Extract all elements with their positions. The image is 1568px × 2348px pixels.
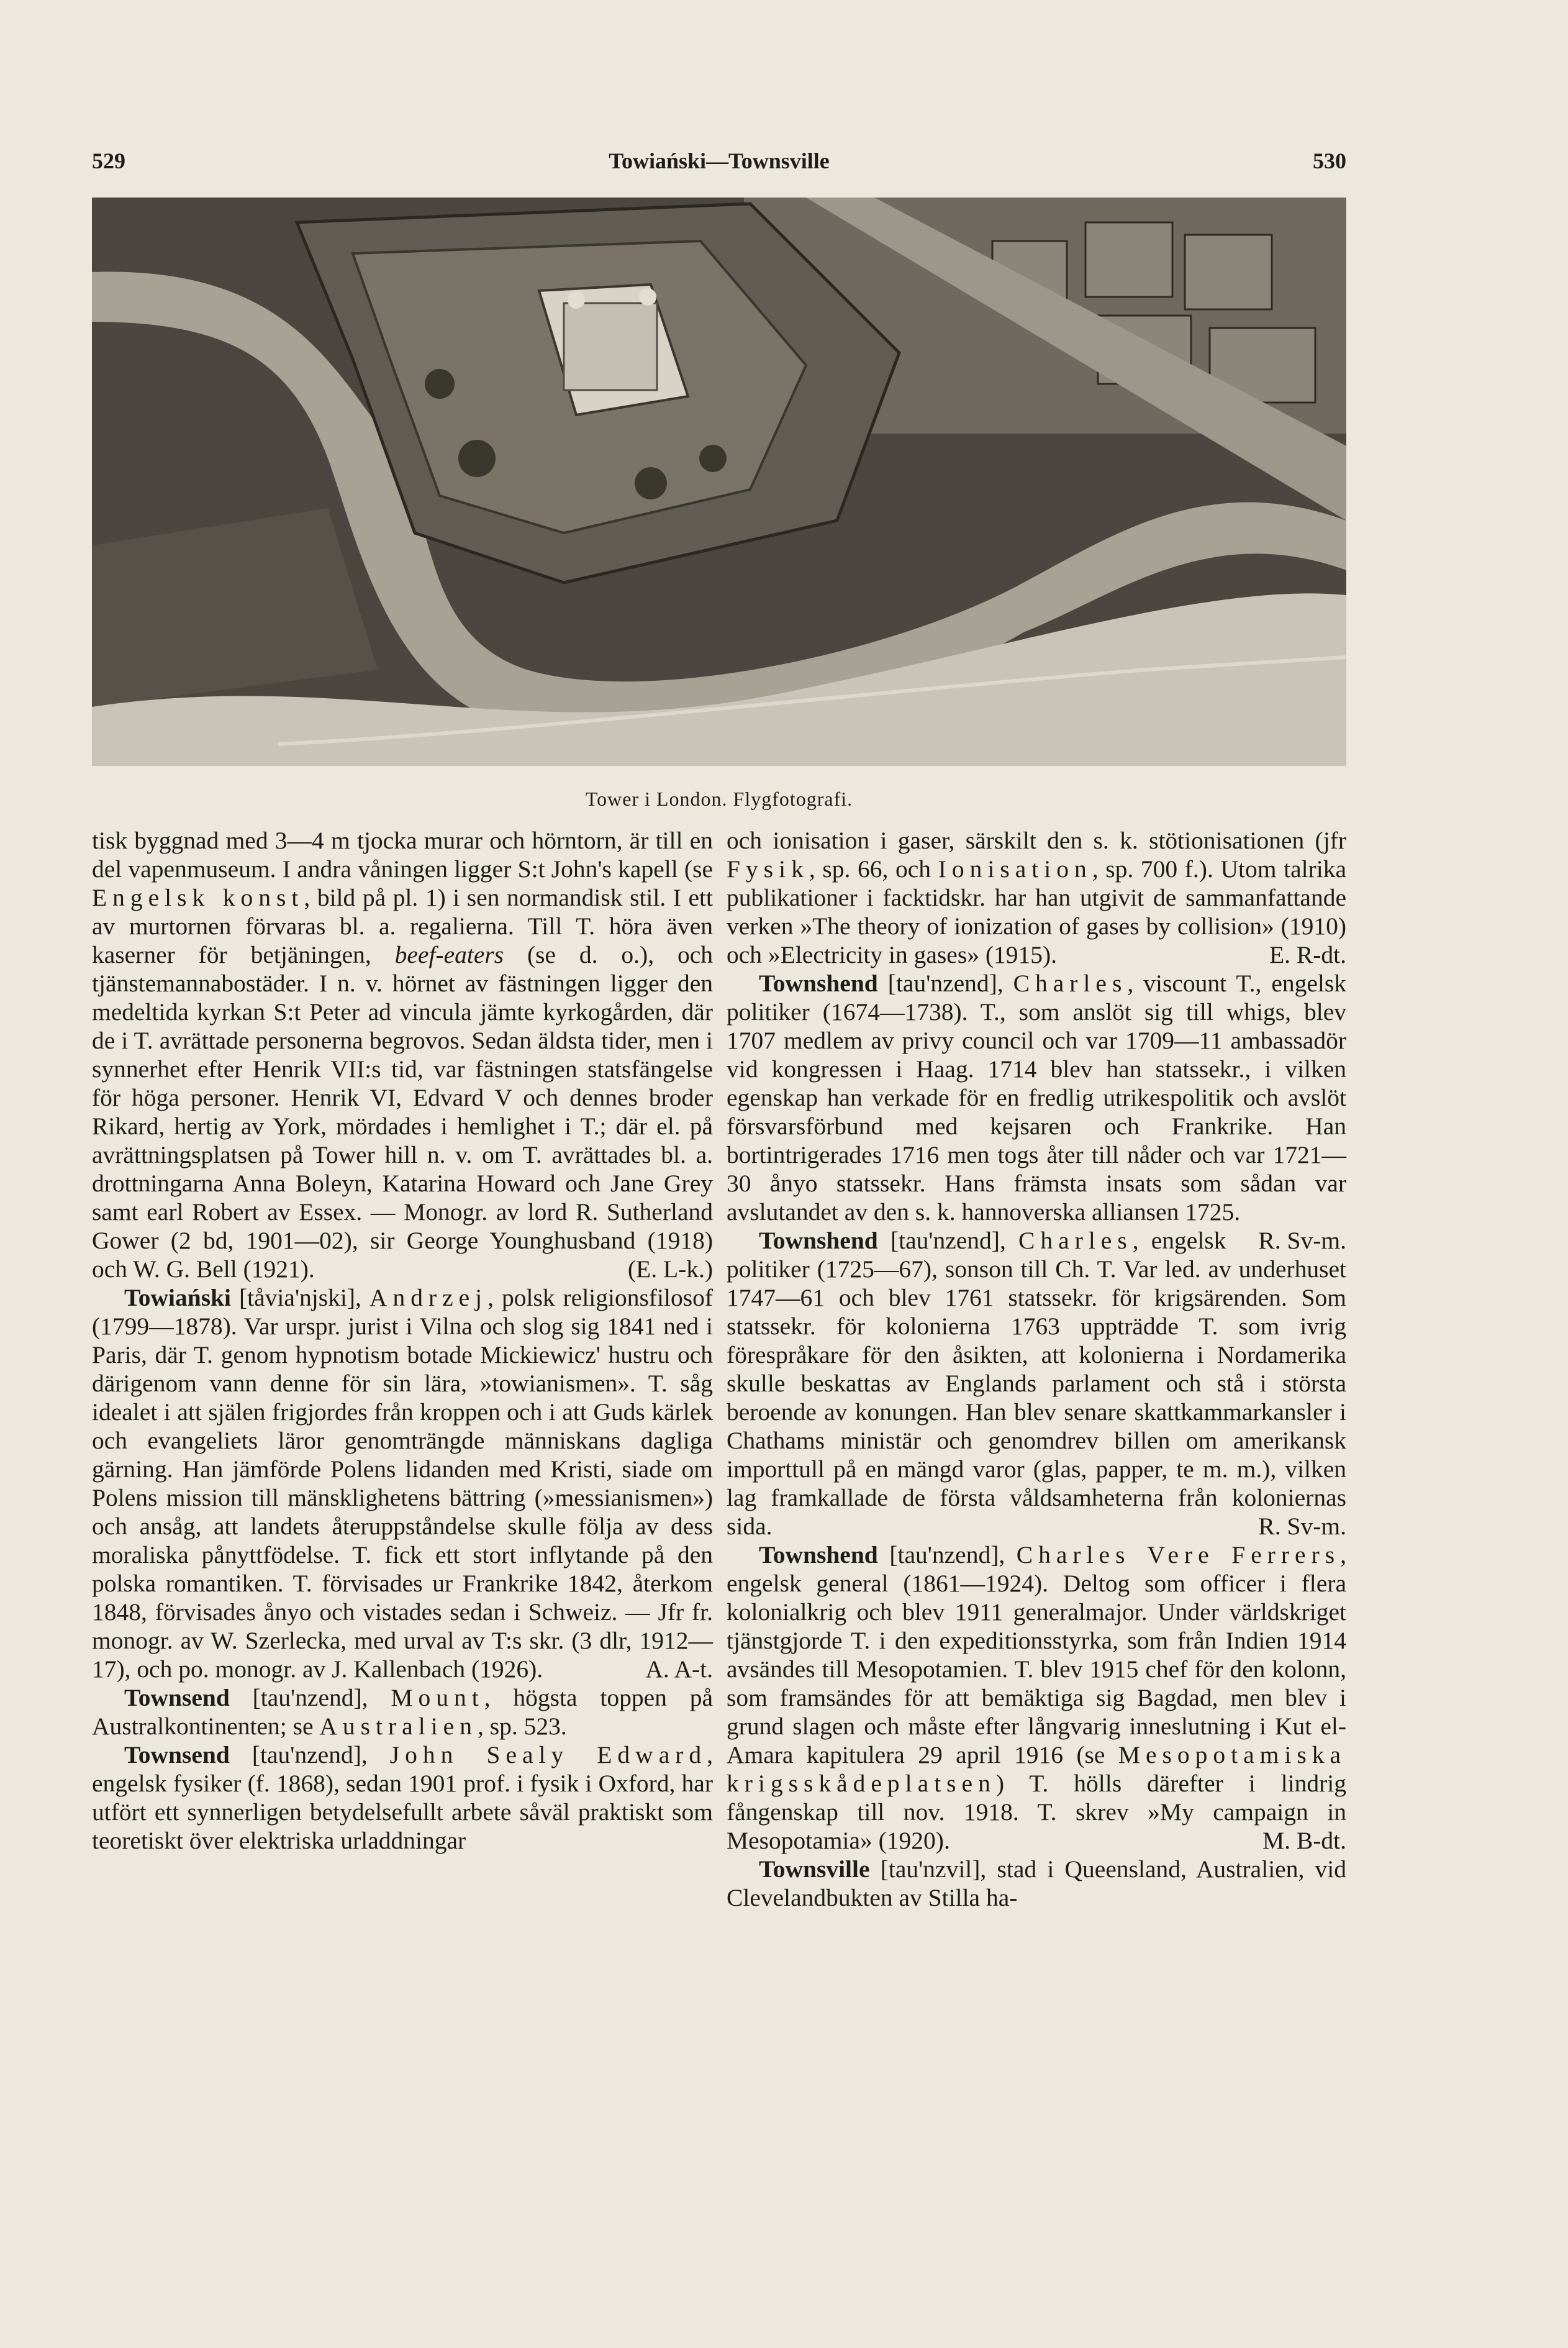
author-signature: R. Sv-m.	[1258, 1513, 1346, 1540]
author-signature: (E. L-k.)	[627, 1255, 713, 1283]
author-signature: R. Sv-m.	[1258, 1227, 1346, 1254]
right-column	[727, 826, 1346, 1912]
entry-townsend-mount: Townsend [tau'nzend], Mount, högsta toppen på Australkontinenten; se Australien, sp. 523.	[92, 1684, 714, 1740]
headword: Townshend	[759, 1227, 878, 1254]
aerial-photograph	[92, 198, 1346, 766]
entry-townshend-charles-1674: Townshend [tau'nzend], Charles, viscount T., engelsk politiker (1674—1738). T., som anslöt sig till whigs, blev 1707 medlem av privy council och var 1709—11 ambassadör vid kongressen i Haag. 1714 blev han statssekr., i vilken egenskap han verkade för en fredlig utrikespolitik och avslöt försvarsförbund med kejsaren och Frankrike. Han bortintrigerades 1716 men togs åter till nåder och var 1721—30 ånyo statssekr. Hans främsta insats som sådan var avslutandet av den s. k. hannoverska alliansen 1725. R. Sv-m.	[727, 970, 1346, 1254]
continued-paragraph: och ionisation i gaser, särskilt den s. k. stötionisationen (jfr Fysik, sp. 66, och Ionisation, sp. 700 f.). Utom talrika publikationer i facktidskr. har han utgivit de sammanfattande verken »The theory of ionization of gases by collision» (1910) och »Electricity in gases» (1915). E. R-dt.	[727, 827, 1347, 968]
left-column	[92, 826, 713, 1855]
author-signature: A. A-t.	[645, 1655, 713, 1683]
headword: Townsend	[124, 1684, 230, 1711]
author-signature: E. R-dt.	[1269, 941, 1346, 968]
continued-paragraph: tisk byggnad med 3—4 m tjocka murar och hörntorn, är till en del vapenmuseum. I andra våningen ligger S:t John's kapell (se Engelsk konst, bild på pl. 1) i sen normandisk stil. I ett av murtornen förvaras bl. a. regalierna. Till T. höra även kaserner för betjäningen, beef-eaters (se d. o.), och tjänstemannabostäder. I n. v. hörnet av fästningen ligger den medeltida kyrkan S:t Peter ad vincula jämte kyrkogården, där de i T. avrättade personerna begrovos. Sedan äldsta tider, men i synnerhet efter Henrik VII:s tid, var fästningen statsfängelse för höga personer. Henrik VI, Edvard V och dennes broder Rikard, hertig av York, mördades i hemlighet i T.; där el. på avrättningsplatsen på Tower hill n. v. om T. avrättades bl. a. drottningarna Anna Boleyn, Katarina Howard och Jane Grey samt earl Robert av Essex. — Monogr. av lord R. Sutherland Gower (2 bd, 1901—02), sir George Younghusband (1918) och W. G. Bell (1921). (E. L-k.)	[92, 827, 713, 1283]
entry-townshend-charles-vere: Townshend [tau'nzend], Charles Vere Ferrers, engelsk general (1861—1924). Deltog som officer i flera kolonialkrig och blev 1911 generalmajor. Under världskriget tjänstgjorde T. i den expeditionsstyrka, som från Indien 1914 avsändes till Mesopotamien. T. blev 1915 chef för den kolonn, som framsändes för att bemäktiga sig Bagdad, men blev i grund slagen och måste efter långvarig inneslutning i Kut el-Amara kapitulera 29 april 1916 (se Mesopotamiska krigsskådeplatsen) T. hölls därefter i lindrig fångenskap till nov. 1918. T. skrev »My campaign in Mesopotamia» (1920). M. B-dt.	[727, 1541, 1346, 1854]
headword: Townshend	[759, 1541, 878, 1568]
entry-townsville: Townsville [tau'nzvil], stad i Queensland, Australien, vid Clevelandbukten av Stilla ha-	[727, 1855, 1347, 1911]
page-number-left: 529	[92, 148, 125, 173]
author-signature: M. B-dt.	[1262, 1827, 1346, 1854]
entry-townsend-john: Townsend [tau'nzend], John Sealy Edward, engelsk fysiker (f. 1868), sedan 1901 prof. i fysik i Oxford, har utfört ett synnerligen betydelsefullt arbete såväl praktiskt som teoretiskt över elektriska urladdningar	[92, 1741, 713, 1854]
entry-towianski: Towiański [tåvia'njski], Andrzej, polsk religionsfilosof (1799—1878). Var urspr. jurist i Vilna och slog sig 1841 ned i Paris, där T. genom hypnotism botade Mickiewicz' hustru och därigenom vann denne för sin lära, »towianismen». T. såg idealet i att själen frigjordes från kroppen och i att Guds kärlek och evangeliets läror genomträngde människans dagliga gärning. Han jämförde Polens lidanden med Kristi, siade om Polens mission till mänsklighetens bättring (»messianismen») och ansåg, att landets återuppståndelse skulle följa av dess moraliska pånyttfödelse. T. fick ett stort inflytande på den polska romantiken. T. förvisades ur Frankrike 1842, återkom 1848, förvisades ånyo och vistades sedan i Schweiz. — Jfr fr. monogr. av W. Szerlecka, med urval av T:s skr. (3 dlr, 1912—17), och po. monogr. av J. Kallenbach (1926). A. A-t.	[92, 1284, 713, 1683]
headword: Townsend	[124, 1741, 230, 1768]
headword: Townsville	[759, 1855, 870, 1883]
headword: Townshend	[759, 970, 878, 997]
headword: Towiański	[124, 1284, 232, 1311]
figure-caption: Tower i London. Flygfotografi.	[585, 788, 853, 810]
page-header	[92, 148, 1346, 185]
entry-townshend-charles-1725: Townshend [tau'nzend], Charles, engelsk politiker (1725—67), sonson till Ch. T. Var led. av underhuset 1747—61 och blev 1761 statssekr. för krigsärenden. Som statssekr. för kolonierna 1763 uppträdde T. som ivrig förespråkare för den åsikten, att kolonierna i Nordamerika skulle beskattas av Englands parlament och stå i största beroende av konungen. Han blev senare skattkammarkansler i Chathams ministär och genomdrev billen om amerikansk importtull på en mängd varor (glas, papper, te m. m.), vilken lag framkallade de första våldsamheterna från koloniernas sida. R. Sv-m.	[727, 1227, 1346, 1540]
running-title: Towiański—Townsville	[609, 148, 830, 173]
page-number-right: 530	[1313, 148, 1346, 173]
